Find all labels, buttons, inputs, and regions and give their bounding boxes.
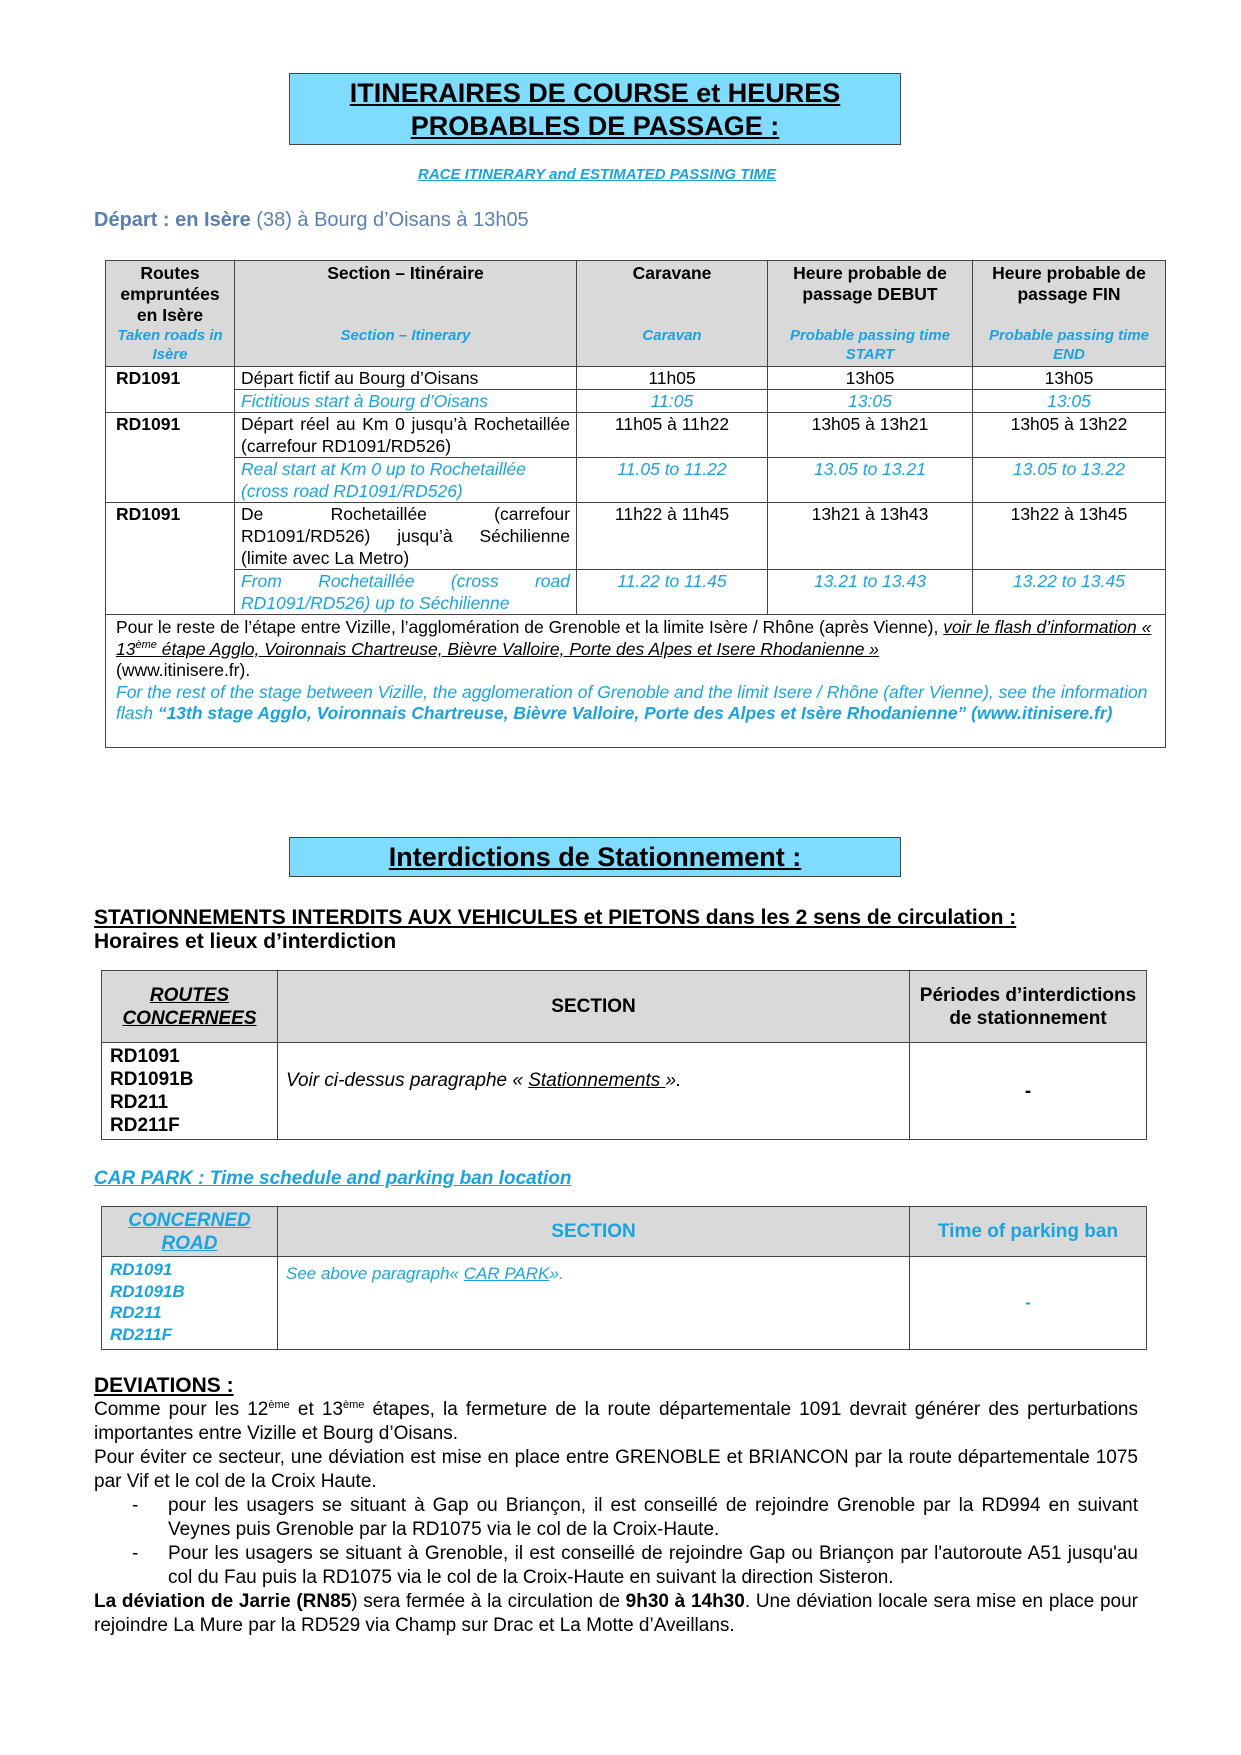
- end-cell-en: 13.22 to 13.45: [973, 570, 1166, 615]
- road-cell: RD1091: [106, 367, 235, 413]
- header-roads: Routes empruntées en Isère: [106, 261, 235, 327]
- car-park-link[interactable]: CAR PARK: [463, 1264, 550, 1283]
- end-cell: 13h05 à 13h22: [973, 413, 1166, 458]
- table-row: [102, 1043, 1147, 1140]
- period-cell: -: [910, 1257, 1147, 1350]
- note-fr-text: Pour le reste de l’étape entre Vizille, l’agglomération de Grenoble et la limite Isère / Rhône (après Vienne),: [116, 617, 944, 637]
- header-concerned-road: CONCERNED ROAD: [102, 1207, 278, 1257]
- start-cell-en: 13.21 to 13.43: [768, 570, 973, 615]
- start-cell-en: 13:05: [768, 390, 973, 413]
- caravan-cell-en: 11.22 to 11.45: [577, 570, 768, 615]
- header-section: Section – Itinéraire: [235, 261, 577, 327]
- section-cell: See above paragraph« CAR PARK».: [278, 1257, 910, 1350]
- road-item: RD211: [110, 1303, 162, 1322]
- section-cell: De Rochetaillée (carrefour RD1091/RD526) jusqu’à Séchilienne (limite avec La Metro): [235, 503, 577, 570]
- parking-ban-table: [101, 970, 1147, 1140]
- section-cell-en: Real start at Km 0 up to Rochetaillée (cross road RD1091/RD526): [235, 458, 577, 503]
- road-item: RD1091B: [110, 1281, 185, 1301]
- roads-cell: [102, 1257, 278, 1350]
- header-periods: Périodes d’interdictions de stationnement: [910, 971, 1147, 1043]
- table-row: [106, 367, 1166, 390]
- car-park-title: CAR PARK : Time schedule and parking ban location: [94, 1168, 572, 1189]
- table-header-row: [106, 261, 1166, 327]
- section-cell: Voir ci-dessus paragraphe « Stationnements ».: [278, 1043, 910, 1140]
- table-header-row: [102, 1207, 1147, 1257]
- start-cell: 13h05: [768, 367, 973, 390]
- note-row: [106, 615, 1166, 748]
- stationnements-link[interactable]: Stationnements: [528, 1070, 666, 1091]
- road-item: RD211: [110, 1092, 169, 1113]
- roads-cell: [102, 1043, 278, 1140]
- note-cell: [106, 615, 1166, 748]
- table-row: [106, 503, 1166, 570]
- end-cell: 13h22 à 13h45: [973, 503, 1166, 570]
- header-section: SECTION: [278, 1207, 910, 1257]
- section-cell-en: Fictitious start à Bourg d’Oisans: [235, 390, 577, 413]
- note-en-flash: “13th stage Agglo, Voironnais Chartreuse, Bièvre Valloire, Porte des Alpes et Isère Rhodanienne” (www.itinisere.fr): [157, 703, 1113, 723]
- road-cell: RD1091: [106, 503, 235, 615]
- deviations-paragraph-3: La déviation de Jarrie (RN85) sera fermée à la circulation de 9h30 à 14h30. Une déviation locale sera mise en place pour rejoindre La Mure par la RD529 via Champ sur Drac et La Motte d’Aveillans.: [94, 1591, 1138, 1636]
- itinerary-table: [105, 260, 1166, 748]
- header-roads-concerned: ROUTES CONCERNEES: [102, 971, 278, 1043]
- table-header-row-en: [106, 326, 1166, 367]
- departure-line: [94, 209, 529, 232]
- end-cell-en: 13:05: [973, 390, 1166, 413]
- road-item: RD211F: [110, 1115, 180, 1136]
- table-row: [106, 413, 1166, 458]
- period-cell: -: [910, 1043, 1147, 1140]
- caravan-cell-en: 11:05: [577, 390, 768, 413]
- header-section: SECTION: [278, 971, 910, 1043]
- header-end-time: Heure probable de passage FIN: [973, 261, 1166, 327]
- info-flash-link[interactable]: voir le flash d’information « 13ème étape Agglo, Voironnais Chartreuse, Bièvre Valloire, Porte des Alpes et Isere Rhodanienne »: [116, 617, 1152, 659]
- departure-detail: (38) à Bourg d’Oisans à 13h05: [250, 209, 529, 231]
- parking-ban-title: [94, 906, 1016, 954]
- section-cell-en: From Rochetaillée (cross road RD1091/RD526) up to Séchilienne: [235, 570, 577, 615]
- header-caravan: Caravane: [577, 261, 768, 327]
- end-cell-en: 13.05 to 13.22: [973, 458, 1166, 503]
- header-start-time: Heure probable de passage DEBUT: [768, 261, 973, 327]
- banner-line-2: PROBABLES DE PASSAGE :: [410, 111, 780, 141]
- road-item: RD1091B: [110, 1069, 194, 1090]
- header-end-time-en: Probable passing time END: [973, 326, 1166, 367]
- caravan-cell-en: 11.05 to 11.22: [577, 458, 768, 503]
- banner-line-1: ITINERAIRES DE COURSE et HEURES: [349, 78, 841, 108]
- deviations-paragraph-2: Pour éviter ce secteur, une déviation est mise en place entre GRENOBLE et BRIANCON par la route départementale 1075 par Vif et le col de la Croix Haute.: [94, 1447, 1138, 1492]
- section-cell: Départ fictif au Bourg d’Oisans: [235, 367, 577, 390]
- start-cell: 13h21 à 13h43: [768, 503, 973, 570]
- table-header-row: [102, 971, 1147, 1043]
- header-start-time-en: Probable passing time START: [768, 326, 973, 367]
- road-cell: RD1091: [106, 413, 235, 503]
- table-row: [102, 1257, 1147, 1350]
- header-time-of-ban: Time of parking ban: [910, 1207, 1147, 1257]
- table-row-en: [106, 390, 1166, 413]
- header-caravan-en: Caravan: [577, 326, 768, 367]
- departure-label: Départ : en Isère: [94, 209, 251, 231]
- header-section-en: Section – Itinerary: [235, 326, 577, 367]
- start-cell-en: 13.05 to 13.21: [768, 458, 973, 503]
- road-item: RD211F: [110, 1324, 173, 1344]
- race-itinerary-subtitle: RACE ITINERARY and ESTIMATED PASSING TIME: [418, 166, 777, 183]
- car-park-table: [101, 1206, 1147, 1350]
- header-roads-en: Taken roads in Isère: [106, 326, 235, 367]
- start-cell: 13h05 à 13h21: [768, 413, 973, 458]
- section-cell: Départ réel au Km 0 jusqu’à Rochetaillée (carrefour RD1091/RD526): [235, 413, 577, 458]
- road-item: RD1091: [110, 1260, 173, 1279]
- deviations-title: DEVIATIONS :: [94, 1374, 234, 1397]
- list-item: - pour les usagers se situant à Gap ou Briançon, il est conseillé de rejoindre Grenoble par la RD994 en suivant Veynes puis Grenoble par la RD1075 via le col de la Croix-Haute.: [132, 1495, 1138, 1540]
- list-item: - Pour les usagers se situant à Grenoble, il est conseillé de rejoindre Gap ou Briançon par l'autoroute A51 jusqu'au col du Fau puis la RD1075 via le col de la Croix-Haute en suivant la direction Sisteron.: [132, 1543, 1138, 1588]
- itinerary-banner: [289, 73, 901, 145]
- caravan-cell: 11h05 à 11h22: [577, 413, 768, 458]
- table-row-en: [106, 570, 1166, 615]
- table-row-en: [106, 458, 1166, 503]
- note-fr: [116, 617, 1155, 682]
- note-fr-site: (www.itinisere.fr).: [116, 660, 251, 680]
- deviations-paragraph-1: Comme pour les 12ème et 13ème étapes, la fermeture de la route départementale 1091 devrait générer des perturbations importantes entre Vizille et Bourg d’Oisans.: [94, 1399, 1138, 1444]
- note-en: [116, 682, 1155, 725]
- note-en-text: For the rest of the stage between Vizille, the agglomeration of Grenoble and the limit Isere / Rhône (after Vienne), see the information flash: [116, 681, 1148, 723]
- parking-ban-banner: Interdictions de Stationnement :: [289, 837, 901, 877]
- parking-ban-title-line2: Horaires et lieux d’interdiction: [94, 930, 397, 953]
- caravan-cell: 11h22 à 11h45: [577, 503, 768, 570]
- road-item: RD1091: [110, 1046, 180, 1067]
- parking-ban-title-line1: STATIONNEMENTS INTERDITS AUX VEHICULES et PIETONS dans les 2 sens de circulation :: [94, 906, 1017, 929]
- deviations-section: [94, 1374, 1138, 1638]
- end-cell: 13h05: [973, 367, 1166, 390]
- caravan-cell: 11h05: [577, 367, 768, 390]
